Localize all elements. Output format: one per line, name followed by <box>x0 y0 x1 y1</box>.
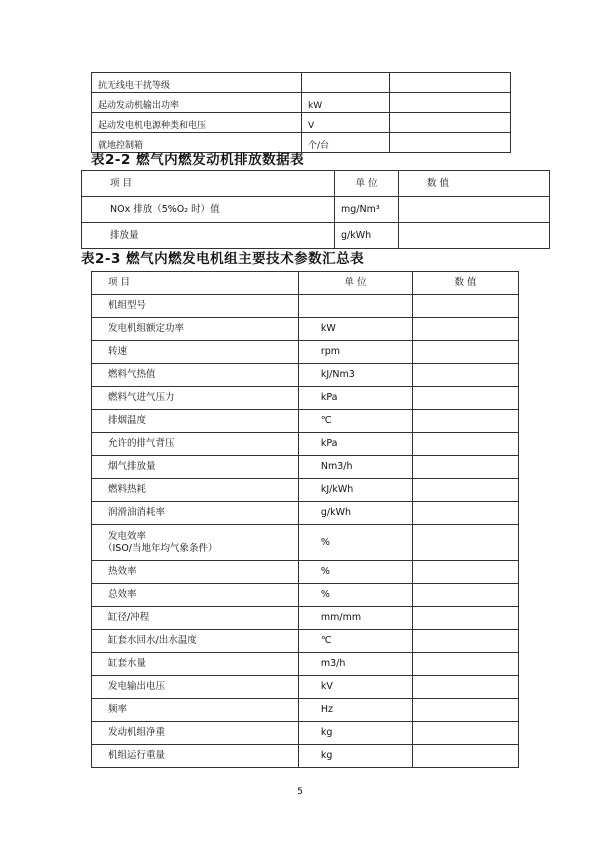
header-item: 项 目 <box>92 272 299 295</box>
value-cell <box>413 525 519 561</box>
unit-cell <box>302 73 390 93</box>
item-cell: 燃料气热值 <box>92 364 299 387</box>
unit-cell: kV <box>298 676 412 699</box>
item-line-2: （ISO/当地年均气象条件） <box>103 542 218 554</box>
table-row <box>92 607 519 630</box>
item-cell: 就地控制箱 <box>92 133 302 153</box>
table-row <box>92 745 519 768</box>
unit-cell: kJ/Nm3 <box>298 364 412 387</box>
value-cell <box>413 387 519 410</box>
item-cell: 频率 <box>92 699 299 722</box>
page-number: 5 <box>297 787 303 797</box>
table-row <box>92 341 519 364</box>
value-cell <box>413 653 519 676</box>
value-cell <box>399 223 550 249</box>
unit-cell: kPa <box>298 433 412 456</box>
value-cell <box>413 479 519 502</box>
table-row <box>92 699 519 722</box>
unit-cell: ℃ <box>298 630 412 653</box>
value-cell <box>399 197 550 223</box>
unit-cell: Nm3/h <box>298 456 412 479</box>
value-cell <box>413 295 519 318</box>
table-row <box>92 676 519 699</box>
unit-cell <box>298 295 412 318</box>
table-2-3-caption: 表2-3 燃气内燃发电机组主要技术参数汇总表 <box>81 251 365 267</box>
unit-cell: g/kWh <box>298 502 412 525</box>
value-cell <box>413 410 519 433</box>
table-row <box>92 410 519 433</box>
value-cell <box>413 699 519 722</box>
value-cell <box>413 341 519 364</box>
value-cell <box>413 722 519 745</box>
main-tech-params-table <box>91 271 519 768</box>
table-row <box>92 364 519 387</box>
header-item: 项 目 <box>82 171 335 197</box>
item-cell: 发电机组额定功率 <box>92 318 299 341</box>
item-cell: 允许的排气背压 <box>92 433 299 456</box>
header-value: 数 值 <box>413 272 519 295</box>
value-cell <box>413 318 519 341</box>
header-value: 数 值 <box>399 171 550 197</box>
item-cell: 热效率 <box>92 561 299 584</box>
table-2-2-caption: 表2-2 燃气内燃发动机排放数据表 <box>91 152 305 168</box>
item-cell: 发电输出电压 <box>92 676 299 699</box>
item-cell: 缸径/冲程 <box>92 607 299 630</box>
table-header-row <box>92 272 519 295</box>
item-cell: 总效率 <box>92 584 299 607</box>
unit-cell: g/kWh <box>335 223 399 249</box>
table-row <box>92 113 511 133</box>
item-cell: 排烟温度 <box>92 410 299 433</box>
unit-cell: % <box>298 525 412 561</box>
value-cell <box>413 607 519 630</box>
emission-data-table <box>81 170 550 249</box>
unit-cell: % <box>298 561 412 584</box>
item-cell: 转速 <box>92 341 299 364</box>
value-cell <box>413 456 519 479</box>
value-cell <box>413 502 519 525</box>
item-cell: 发动机组净重 <box>92 722 299 745</box>
item-cell: 燃料热耗 <box>92 479 299 502</box>
table-row <box>92 584 519 607</box>
item-cell: 缸套水回水/出水温度 <box>92 630 299 653</box>
table-row <box>92 653 519 676</box>
unit-cell: kW <box>302 93 390 113</box>
table-row <box>92 387 519 410</box>
value-cell <box>413 364 519 387</box>
unit-cell: kg <box>298 745 412 768</box>
item-cell: 起动发电机电源种类和电压 <box>92 113 302 133</box>
unit-cell: kW <box>298 318 412 341</box>
value-cell <box>390 73 511 93</box>
unit-cell: 个/台 <box>302 133 390 153</box>
header-unit: 单 位 <box>335 171 399 197</box>
table-row <box>92 93 511 113</box>
table-row <box>92 73 511 93</box>
table-row <box>92 722 519 745</box>
table-row <box>92 456 519 479</box>
item-cell: 起动发动机输出功率 <box>92 93 302 113</box>
table-row <box>92 525 519 561</box>
table-row <box>92 433 519 456</box>
value-cell <box>413 745 519 768</box>
unit-cell: ℃ <box>298 410 412 433</box>
value-cell <box>390 93 511 113</box>
table-header-row <box>82 171 550 197</box>
item-cell: 抗无线电干扰等级 <box>92 73 302 93</box>
table-row <box>92 295 519 318</box>
header-unit: 单 位 <box>298 272 412 295</box>
item-cell: 烟气排放量 <box>92 456 299 479</box>
item-cell: 机组运行重量 <box>92 745 299 768</box>
item-cell: 燃料气进气压力 <box>92 387 299 410</box>
value-cell <box>413 630 519 653</box>
value-cell <box>413 676 519 699</box>
table-row <box>92 318 519 341</box>
generator-params-table-continued <box>91 72 511 153</box>
unit-cell: V <box>302 113 390 133</box>
item-cell: 机组型号 <box>92 295 299 318</box>
unit-cell: rpm <box>298 341 412 364</box>
item-cell: NOx 排放（5%O₂ 时）值 <box>82 197 335 223</box>
unit-cell: Hz <box>298 699 412 722</box>
unit-cell: kJ/kWh <box>298 479 412 502</box>
value-cell <box>390 133 511 153</box>
unit-cell: mg/Nm³ <box>335 197 399 223</box>
value-cell <box>413 433 519 456</box>
item-cell: 缸套水量 <box>92 653 299 676</box>
item-cell: 排放量 <box>82 223 335 249</box>
table-row <box>92 561 519 584</box>
table-row <box>82 197 550 223</box>
value-cell <box>413 561 519 584</box>
value-cell <box>413 584 519 607</box>
unit-cell: kg <box>298 722 412 745</box>
unit-cell: m3/h <box>298 653 412 676</box>
unit-cell: mm/mm <box>298 607 412 630</box>
value-cell <box>390 113 511 133</box>
table-row <box>92 479 519 502</box>
item-line-1: 发电效率 <box>108 530 147 542</box>
item-cell: 润滑油消耗率 <box>92 502 299 525</box>
table-row <box>82 223 550 249</box>
unit-cell: kPa <box>298 387 412 410</box>
item-cell <box>92 525 299 561</box>
unit-cell: % <box>298 584 412 607</box>
table-row <box>92 502 519 525</box>
table-row <box>92 630 519 653</box>
